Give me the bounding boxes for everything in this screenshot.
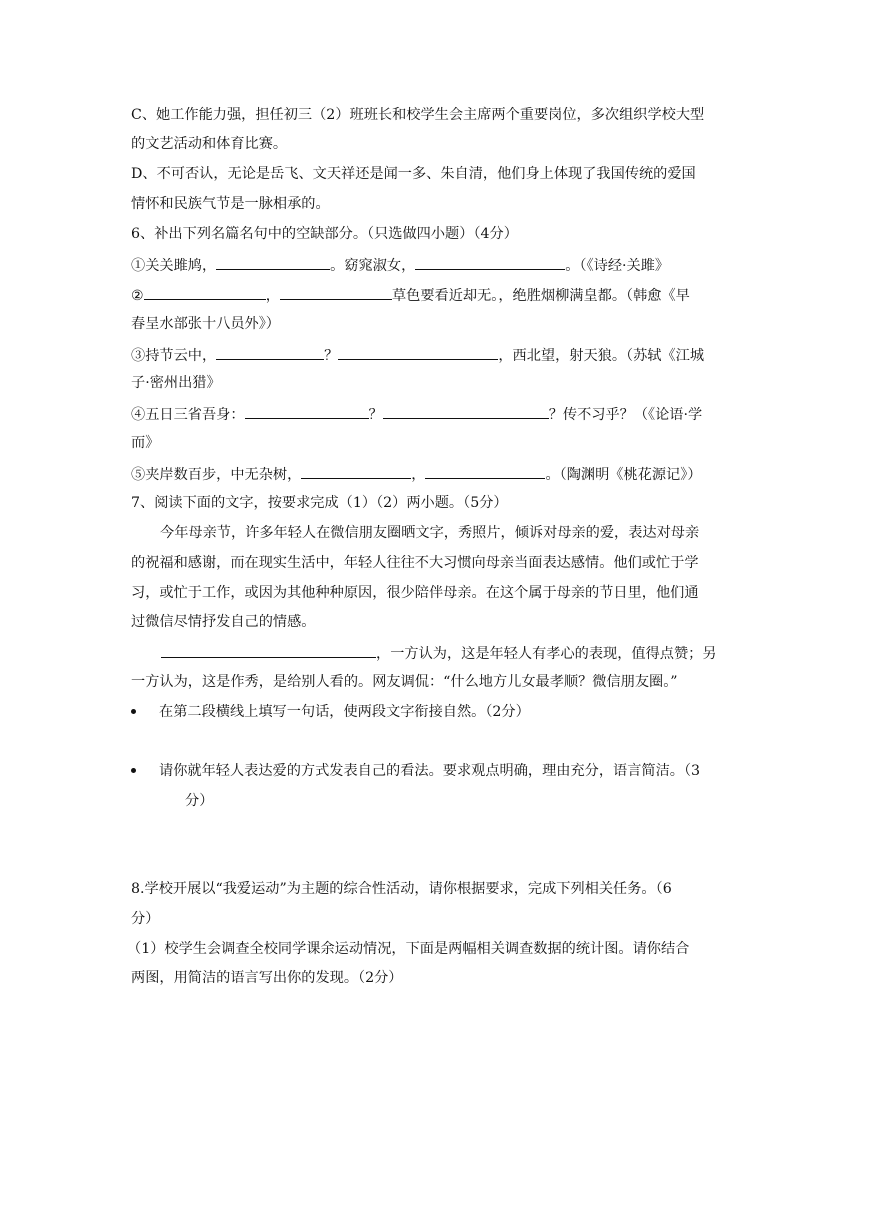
passage-line-3: 习，或忙于工作，或因为其他种种原因，很少陪伴母亲。在这个属于母亲的节日里，他们通 — [131, 585, 699, 601]
task-2-line-2: 分） — [185, 793, 214, 809]
passage-line-2: 的祝福和感谢，而在现实生活中，年轻人往往不大习惯向母亲当面表达感情。他们或忙于学 — [131, 555, 699, 571]
option-d-line-1: D、不可否认，无论是岳飞、文天祥还是闻一多、朱自清，他们身上体现了我国传统的爱国 — [131, 166, 696, 182]
poem-2-blank-2[interactable] — [280, 285, 392, 300]
question-8-line-2: 分） — [131, 911, 160, 927]
poem-5-blank-2[interactable] — [425, 464, 545, 479]
question-6-title: 6、补出下列名篇名句中的空缺部分。（只选做四小题）（4分） — [131, 226, 518, 242]
poem-item-3 — [131, 345, 704, 365]
poem-5-text-c: 。（陶渊明《桃花源记》） — [545, 467, 702, 483]
poem-2-text-c: 草色要看近却无。，绝胜烟柳满皇都。（韩愈《早 — [391, 288, 690, 304]
poem-3-text-b: ？ — [324, 348, 339, 364]
poem-3-text-a: ③持节云中， — [131, 348, 217, 364]
passage-2-line-2: 一方认为，这是作秀，是给别人看的。网友调侃：“什么地方儿女最孝顺？微信朋友圈。” — [131, 674, 678, 690]
poem-3-blank-1[interactable] — [216, 345, 324, 360]
passage-line-4: 过微信尽情抒发自己的情感。 — [131, 614, 316, 630]
poem-1-text-c: 。（《诗经·关雎》 — [565, 258, 670, 274]
poem-1-blank-1[interactable] — [216, 255, 330, 270]
bullet-icon — [131, 709, 136, 714]
poem-4-text-c: ？传不习乎？（《论语·学 — [548, 407, 703, 423]
option-c-line-1: C、她工作能力强，担任初三（2）班班长和校学生会主席两个重要岗位，多次组织学校大型 — [131, 107, 705, 123]
poem-item-2 — [131, 285, 690, 305]
task-2-line-1: 请你就年轻人表达爱的方式发表自己的看法。要求观点明确，理由充分，语言简洁。（3 — [159, 763, 701, 779]
poem-5-text-a: ⑤夹岸数百步，中无杂树， — [131, 467, 302, 483]
poem-4-line-2: 而》 — [131, 435, 160, 451]
question-7-title: 7、阅读下面的文字，按要求完成（1）（2）两小题。（5分） — [131, 495, 508, 511]
passage-line-1: 今年母亲节，许多年轻人在微信朋友圈晒文字，秀照片，倾诉对母亲的爱，表达对母亲 — [160, 525, 700, 541]
passage-2-text: ，一方认为，这是年轻人有孝心的表现，值得点赞；另 — [376, 646, 717, 662]
poem-1-text-a: ①关关雎鸠， — [131, 258, 217, 274]
poem-4-text-a: ④五日三省吾身： — [131, 407, 245, 423]
poem-4-blank-1[interactable] — [245, 404, 369, 419]
option-d-line-2: 情怀和民族气节是一脉相承的。 — [131, 196, 330, 212]
poem-5-text-b: ， — [411, 467, 426, 483]
poem-5-blank-1[interactable] — [301, 464, 411, 479]
poem-item-5 — [131, 464, 702, 484]
poem-4-text-b: ？ — [368, 407, 383, 423]
poem-1-blank-2[interactable] — [415, 255, 565, 270]
passage-blank[interactable] — [161, 643, 376, 658]
subquestion-1-line-2: 两图，用简洁的语言写出你的发现。（2分） — [131, 970, 403, 986]
poem-4-blank-2[interactable] — [383, 404, 549, 419]
poem-3-line-2: 子·密州出猎》 — [131, 375, 221, 391]
poem-2-text-a: ② — [131, 288, 144, 304]
poem-2-line-2: 春呈水部张十八员外》） — [131, 316, 280, 332]
subquestion-1-line-1: （1）校学生会调查全校同学课余运动情况，下面是两幅相关调查数据的统计图。请你结合 — [127, 941, 690, 957]
task-1: 在第二段横线上填写一句话，使两段文字衔接自然。（2分） — [159, 704, 530, 720]
question-8-line-1: 8.学校开展以“我爱运动”为主题的综合性活动，请你根据要求，完成下列相关任务。（6 — [131, 881, 672, 897]
bullet-icon — [131, 768, 136, 773]
poem-3-text-c: ，西北望，射天狼。（苏轼《江城 — [498, 348, 705, 364]
poem-item-1 — [131, 255, 669, 275]
passage-2-line-1 — [161, 643, 717, 663]
poem-2-text-b: ， — [265, 288, 280, 304]
poem-2-blank-1[interactable] — [144, 285, 266, 300]
option-c-line-2: 的文艺活动和体育比赛。 — [131, 136, 288, 152]
poem-1-text-b: 。窈窕淑女， — [330, 258, 416, 274]
poem-3-blank-2[interactable] — [338, 345, 498, 360]
poem-item-4 — [131, 404, 702, 424]
